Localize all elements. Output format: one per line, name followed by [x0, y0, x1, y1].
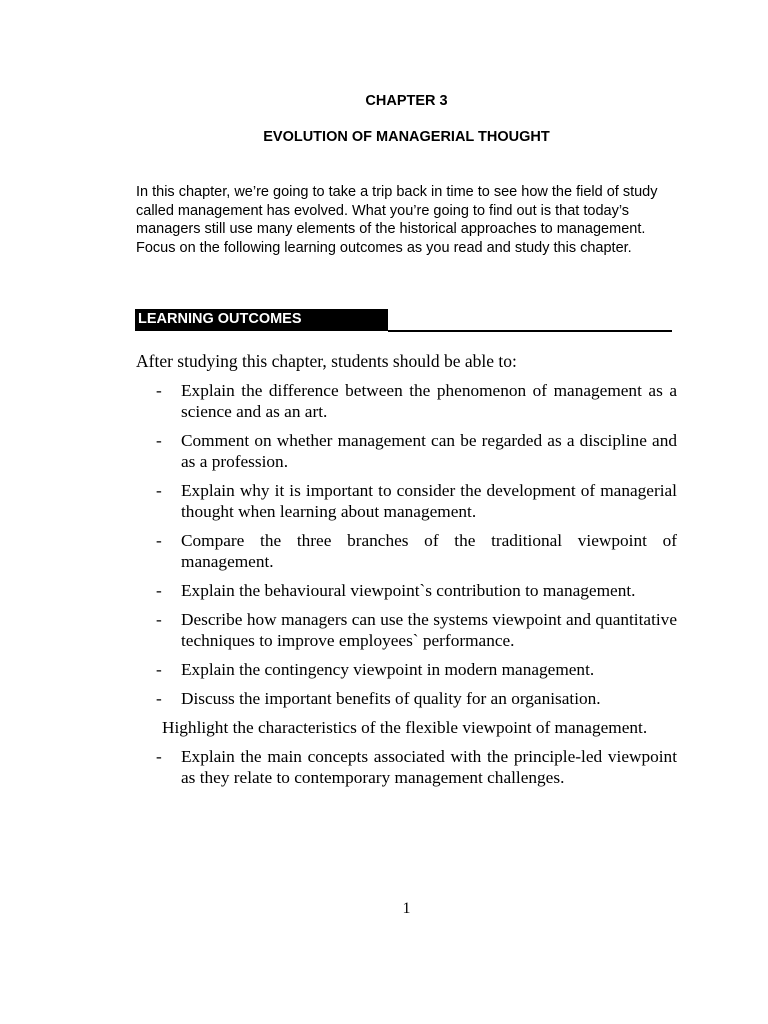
list-item — [156, 659, 677, 680]
list-item — [156, 530, 677, 572]
learning-outcomes-header — [135, 309, 672, 333]
list-item — [156, 480, 677, 522]
list-item — [156, 580, 677, 601]
list-item — [156, 380, 677, 422]
list-dash: - — [156, 381, 162, 400]
chapter-number: CHAPTER 3 — [365, 93, 448, 109]
list-dash: - — [156, 481, 162, 500]
list-item-text: Discuss the important benefits of quality for an organisation. — [181, 689, 601, 708]
list-item-text: Describe how managers can use the systems viewpoint and quantitative techniques to improve employees` performance. — [181, 610, 677, 650]
list-dash: - — [156, 431, 162, 450]
list-dash: - — [156, 581, 162, 600]
list-dash: - — [156, 531, 162, 550]
list-item-text: Compare the three branches of the traditional viewpoint of management. — [181, 531, 677, 571]
heading-rule — [388, 330, 672, 332]
list-item — [156, 430, 677, 472]
list-dash: - — [156, 610, 162, 629]
list-item — [156, 609, 677, 651]
intro-paragraph: In this chapter, we’re going to take a trip back in time to see how the field of study called management has evolved. What you’re going to find out is that today’s managers still use many elements of the historical approaches to management. Focus on the following learning outcomes as you read and study this chapter. — [136, 184, 658, 256]
list-item-text: Explain why it is important to consider the development of managerial thought when learning about management. — [181, 481, 677, 521]
list-dash: - — [156, 689, 162, 708]
list-dash: - — [156, 660, 162, 679]
list-item-text: Explain the contingency viewpoint in modern management. — [181, 660, 595, 679]
learning-outcomes-lead: After studying this chapter, students should be able to: — [136, 351, 517, 371]
list-item — [156, 746, 677, 788]
list-item-undashed: Highlight the characteristics of the flexible viewpoint of management. — [162, 718, 648, 737]
list-dash: - — [156, 747, 162, 766]
list-item-text: Explain the behavioural viewpoint`s contribution to management. — [181, 581, 636, 600]
list-item-text: Explain the difference between the phenomenon of management as a science and as an art. — [181, 381, 677, 421]
list-item-text: Comment on whether management can be regarded as a discipline and as a profession. — [181, 431, 677, 471]
list-item — [156, 688, 677, 709]
chapter-title: EVOLUTION OF MANAGERIAL THOUGHT — [263, 129, 550, 145]
page-number: 1 — [402, 900, 411, 917]
learning-outcomes-heading: LEARNING OUTCOMES — [135, 309, 388, 331]
learning-outcomes-list — [156, 380, 677, 796]
list-item-text: Explain the main concepts associated with the principle-led viewpoint as they relate to contemporary management challenges. — [181, 747, 677, 787]
